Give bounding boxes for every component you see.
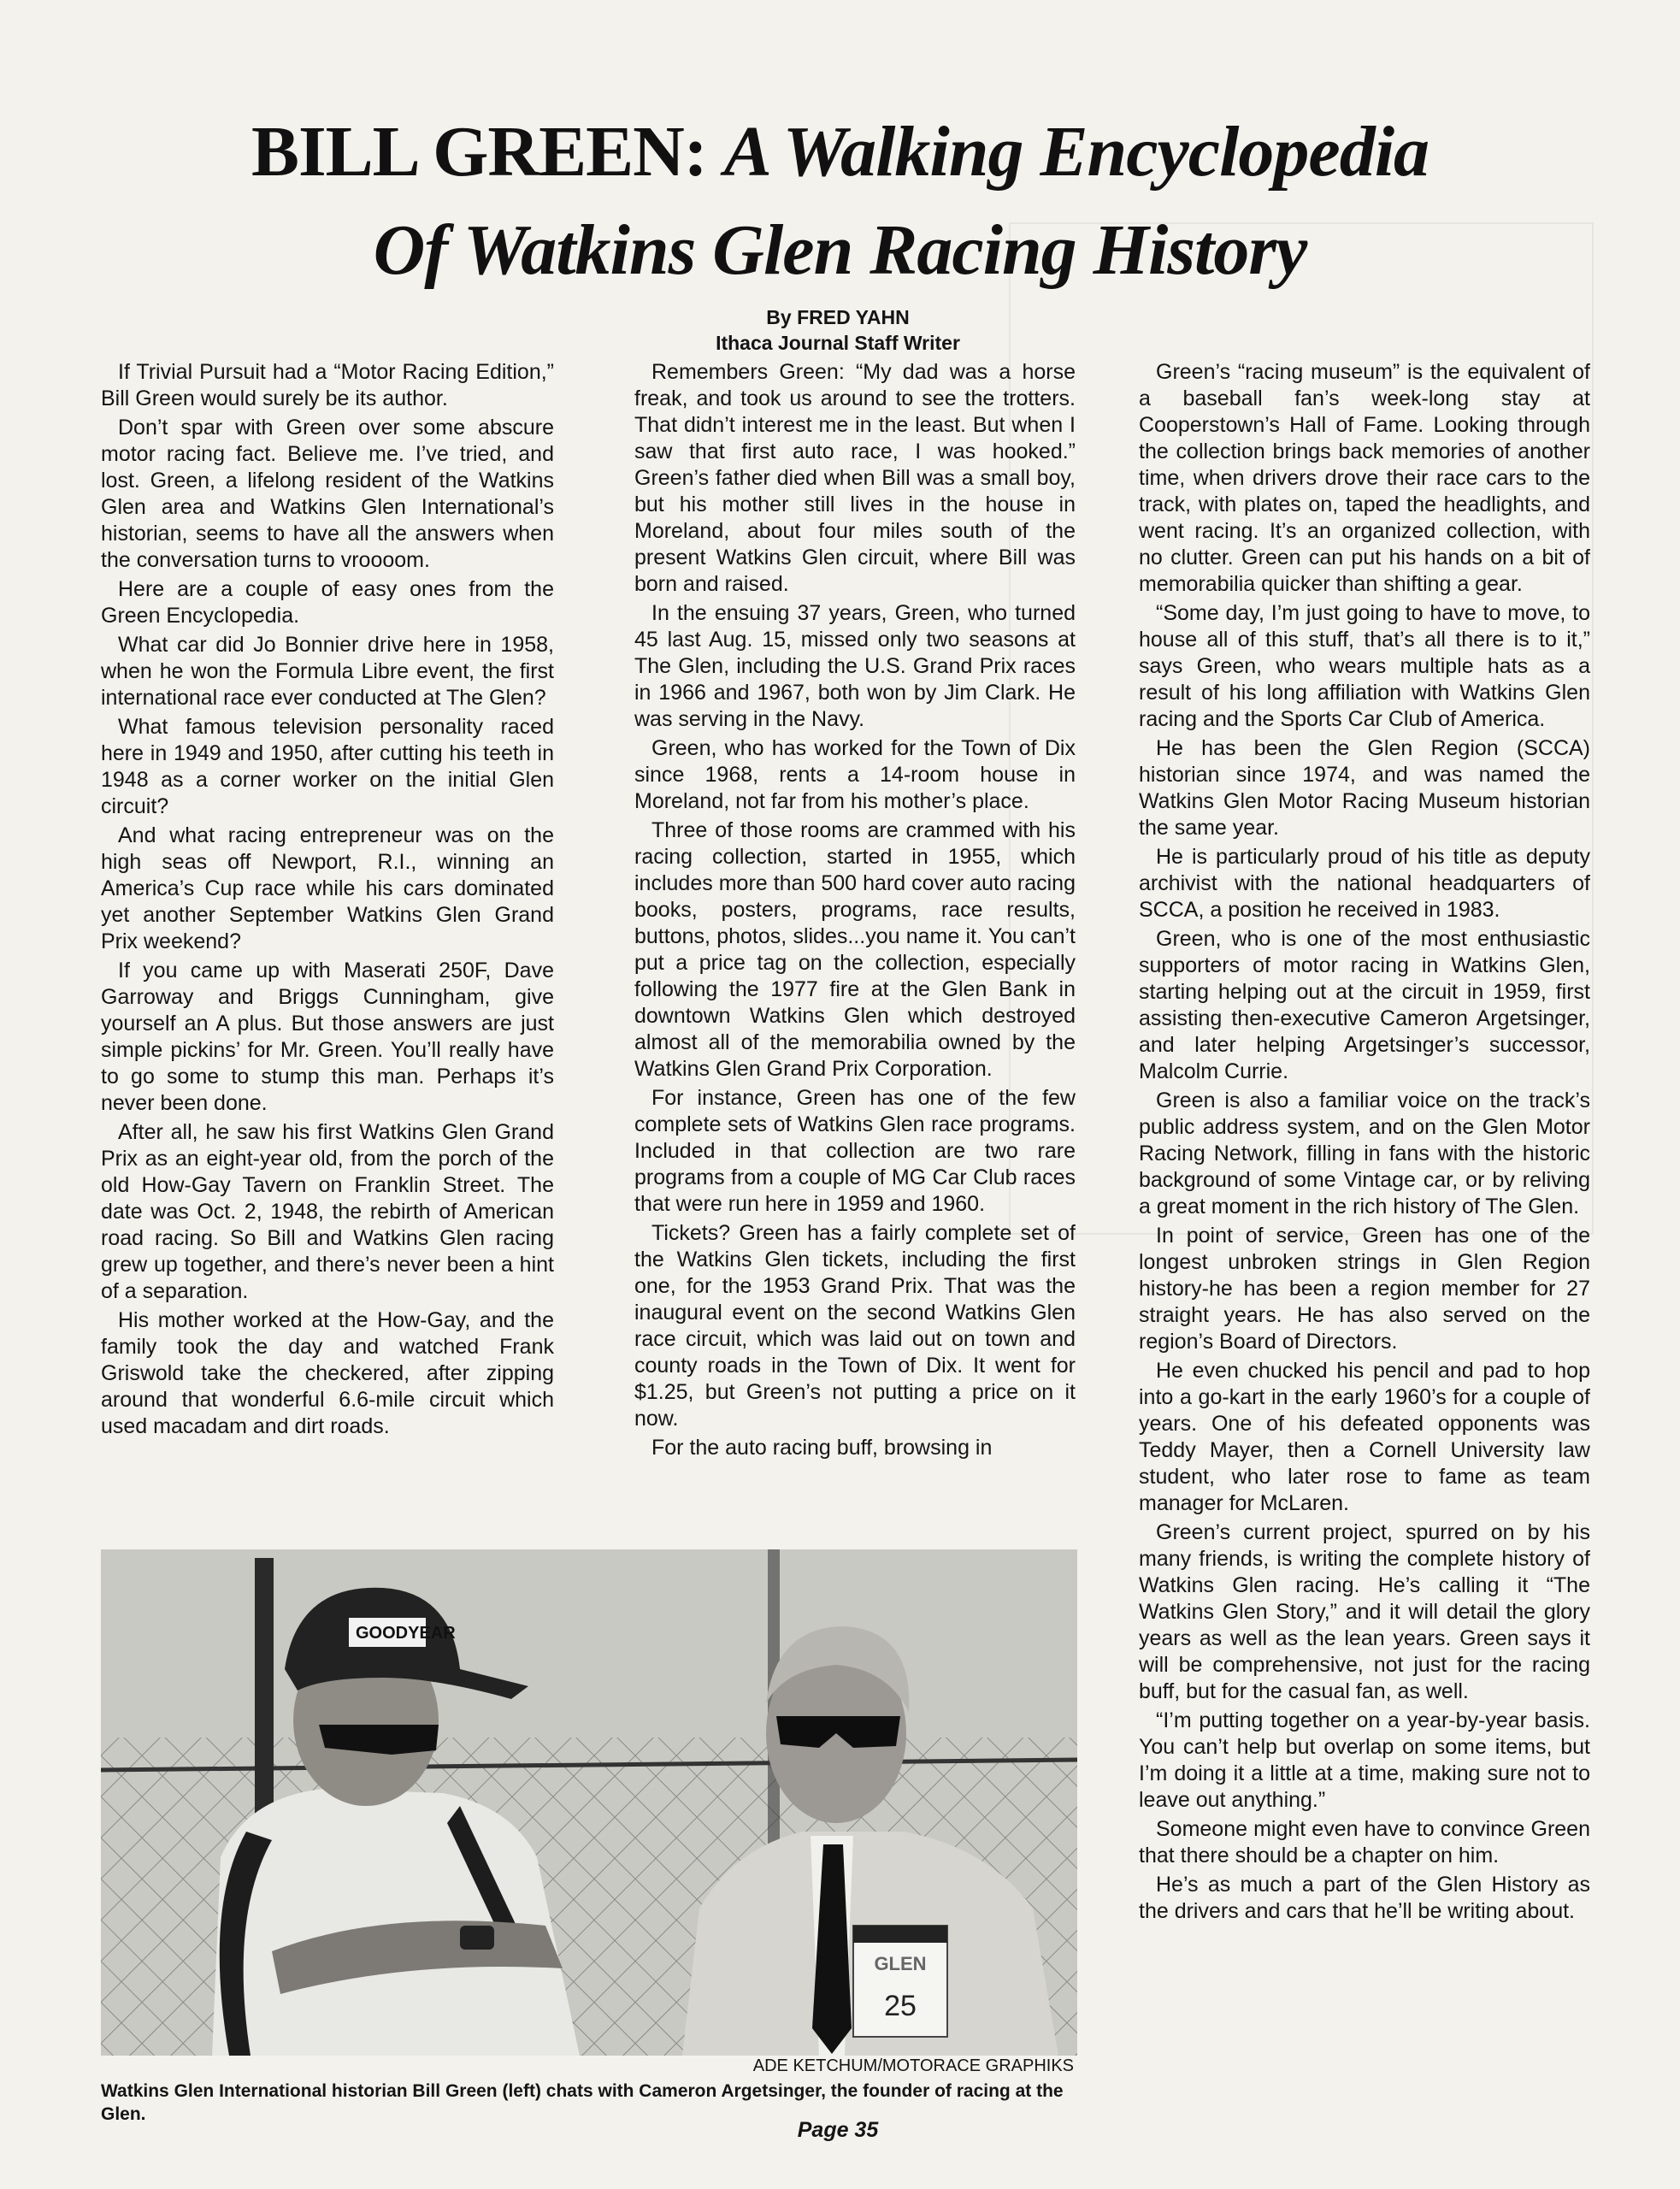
photo-illustration <box>101 1549 1077 2056</box>
cap-logo: GOODYEAR <box>356 1624 456 1643</box>
article-paragraph: What famous television personality raced here in 1949 and 1950, after cutting his teeth in 1948 as a corner worker on the initial Glen circuit? <box>101 715 554 818</box>
article-paragraph: “Some day, I’m just going to have to move, to house all of this stuff, that’s all there is to it,” says Green, who wears multiple hats as a result of his long affiliation with Watkins Glen racing and the Sports Car Club of America. <box>1139 601 1590 731</box>
byline-affiliation: Ithaca Journal Staff Writer <box>716 332 960 354</box>
badge-number: 25 <box>884 1990 917 2022</box>
article-paragraph: Three of those rooms are crammed with his racing collection, started in 1955, which includes more than 500 hard cover auto racing books, posters, programs, race results, buttons, photos, slides...you name it. You can’t put a price tag on the collection, especially following the 1977 fire at the Glen Bank in downtown Watkins Glen which destroyed almost all of the memorabilia owned by the Watkins Glen Grand Prix Corporation. <box>634 818 1076 1081</box>
headline-lead: BILL GREEN: <box>251 112 707 192</box>
article-paragraph: Someone might even have to convince Green that there should be a chapter on him. <box>1139 1817 1590 1867</box>
photo-credit: ADE KETCHUM/MOTORACE GRAPHIKS <box>752 2056 1074 2075</box>
article-paragraph: If Trivial Pursuit had a “Motor Racing Edition,” Bill Green would surely be its author. <box>101 360 554 410</box>
article-paragraph: Here are a couple of easy ones from the Green Encyclopedia. <box>101 577 554 628</box>
headline <box>0 103 1680 299</box>
article-paragraph: “I’m putting together on a year-by-year basis. You can’t help but overlap on some items, but I’m doing it a little at a time, making sure not to leave out anything.” <box>1139 1708 1590 1812</box>
badge-label: GLEN <box>874 1953 927 1974</box>
article-paragraph: Don’t spar with Green over some abscure motor racing fact. Believe me. I’ve tried, and lost. Green, a lifelong resident of the Watkins Glen area and Watkins Glen International’s historian, seems to have all the answers when the conversation turns to vroooom. <box>101 416 554 572</box>
article-paragraph: For instance, Green has one of the few complete sets of Watkins Glen race programs. Included in that collection are two rare programs from a couple of MG Car Club races that were run here in 1959 and 1960. <box>634 1086 1076 1216</box>
article-paragraph: Tickets? Green has a fairly complete set of the Watkins Glen tickets, including the first one, for the 1953 Grand Prix. That was the inaugural event on the second Watkins Glen race circuit, which was laid out on town and county roads in the Town of Dix. It went for $1.25, but Green’s not putting a price on it now. <box>634 1221 1076 1431</box>
article-paragraph: He’s as much a part of the Glen History as the drivers and cars that he’ll be writing about. <box>1139 1873 1590 1923</box>
article-paragraph: Green, who is one of the most enthusiastic supporters of motor racing in Watkins Glen, starting helping out at the circuit in 1959, first assisting then-executive Cameron Argetsinger, and later helping Argetsinger’s successor, Malcolm Currie. <box>1139 927 1590 1083</box>
article-paragraph: He is particularly proud of his title as deputy archivist with the national headquarters of SCCA, a position he received in 1983. <box>1139 845 1590 922</box>
article-paragraph: And what racing entrepreneur was on the high seas off Newport, R.I., winning an America’s Cup race while his cars dominated yet another September Watkins Glen Grand Prix weekend? <box>101 823 554 953</box>
article-paragraph: He has been the Glen Region (SCCA) historian since 1974, and was named the Watkins Glen Motor Racing Museum historian the same year. <box>1139 736 1590 840</box>
article-paragraph: If you came up with Maserati 250F, Dave Garroway and Briggs Cunningham, give yourself an A plus. But those answers are just simple pickins’ for Mr. Green. You’ll really have to go some to stump this man. Perhaps it’s never been done. <box>101 959 554 1115</box>
headline-sub-line2: Of Watkins Glen Racing History <box>373 210 1307 290</box>
article-paragraph: Green’s “racing museum” is the equivalent of a baseball fan’s week-long stay at Cooperstown’s Hall of Fame. Looking through the collection brings back memories of another time, when drivers drove their race cars to the track, with plates on, taped the headlights, and went racing. It’s an organized collection, with no clutter. Green can put his hands on a bit of memorabilia quicker than shifting a gear. <box>1139 360 1590 596</box>
article-paragraph: After all, he saw his first Watkins Glen Grand Prix as an eight-year old, from the porch of the old How-Gay Tavern on Franklin Street. The date was Oct. 2, 1948, the rebirth of American road racing. So Bill and Watkins Glen racing grew up together, and there’s never been a hint of a separation. <box>101 1120 554 1303</box>
page-number: Page 35 <box>797 2118 879 2142</box>
byline-author: By FRED YAHN <box>766 306 910 328</box>
byline <box>650 304 1026 356</box>
article-paragraph: What car did Jo Bonnier drive here in 1958, when he won the Formula Libre event, the first international race ever conducted at The Glen? <box>101 633 554 710</box>
article-column-2 <box>634 359 1076 1464</box>
article-paragraph: Green, who has worked for the Town of Dix since 1968, rents a 14-room house in Moreland, not far from his mother’s place. <box>634 736 1076 813</box>
article-paragraph: Green is also a familiar voice on the track’s public address system, and on the Glen Motor Racing Network, filling in fans with the historic background of some Vintage car, or by reliving a great moment in the rich history of The Glen. <box>1139 1089 1590 1218</box>
article-paragraph: In point of service, Green has one of the longest unbroken strings in Glen Region history-he has been a region member for 27 straight years. He has also served on the region’s Board of Directors. <box>1139 1224 1590 1354</box>
article-column-3 <box>1139 359 1590 1927</box>
photo-caption: Watkins Glen International historian Bill Green (left) chats with Cameron Argetsinger, the founder of racing at the Glen. <box>101 2081 1064 2124</box>
article-paragraph: His mother worked at the How-Gay, and the family took the day and watched Frank Griswold take the checkered, after zipping around that wonderful 6.6-mile circuit which used macadam and dirt roads. <box>101 1308 554 1438</box>
article-paragraph: He even chucked his pencil and pad to hop into a go-kart in the early 1960’s for a couple of years. One of his defeated opponents was Teddy Mayer, then a Cornell University law student, who later rose to fame as team manager for McLaren. <box>1139 1359 1590 1515</box>
article-photo <box>101 1549 1077 2056</box>
article-paragraph: Remembers Green: “My dad was a horse freak, and took us around to see the trotters. That didn’t interest me in the least. But when I saw that first auto race, I was hooked.” Green’s father died when Bill was a small boy, but his mother still lives in the house in Moreland, about four miles south of the present Watkins Glen circuit, where Bill was born and raised. <box>634 360 1076 596</box>
article-paragraph: In the ensuing 37 years, Green, who turned 45 last Aug. 15, missed only two seasons at The Glen, including the U.S. Grand Prix races in 1966 and 1967, both won by Jim Clark. He was serving in the Navy. <box>634 601 1076 731</box>
article-paragraph: Green’s current project, spurred on by his many friends, is writing the complete history of Watkins Glen racing. He’s calling it “The Watkins Glen Story,” and it will detail the glory years as well as the lean years. Green says it will be comprehensive, not just for the racing buff, but for the casual fan, as well. <box>1139 1520 1590 1703</box>
headline-sub-line1: A Walking Encyclopedia <box>723 112 1429 192</box>
article-paragraph: For the auto racing buff, browsing in <box>651 1436 993 1460</box>
article-column-1 <box>101 359 554 1443</box>
